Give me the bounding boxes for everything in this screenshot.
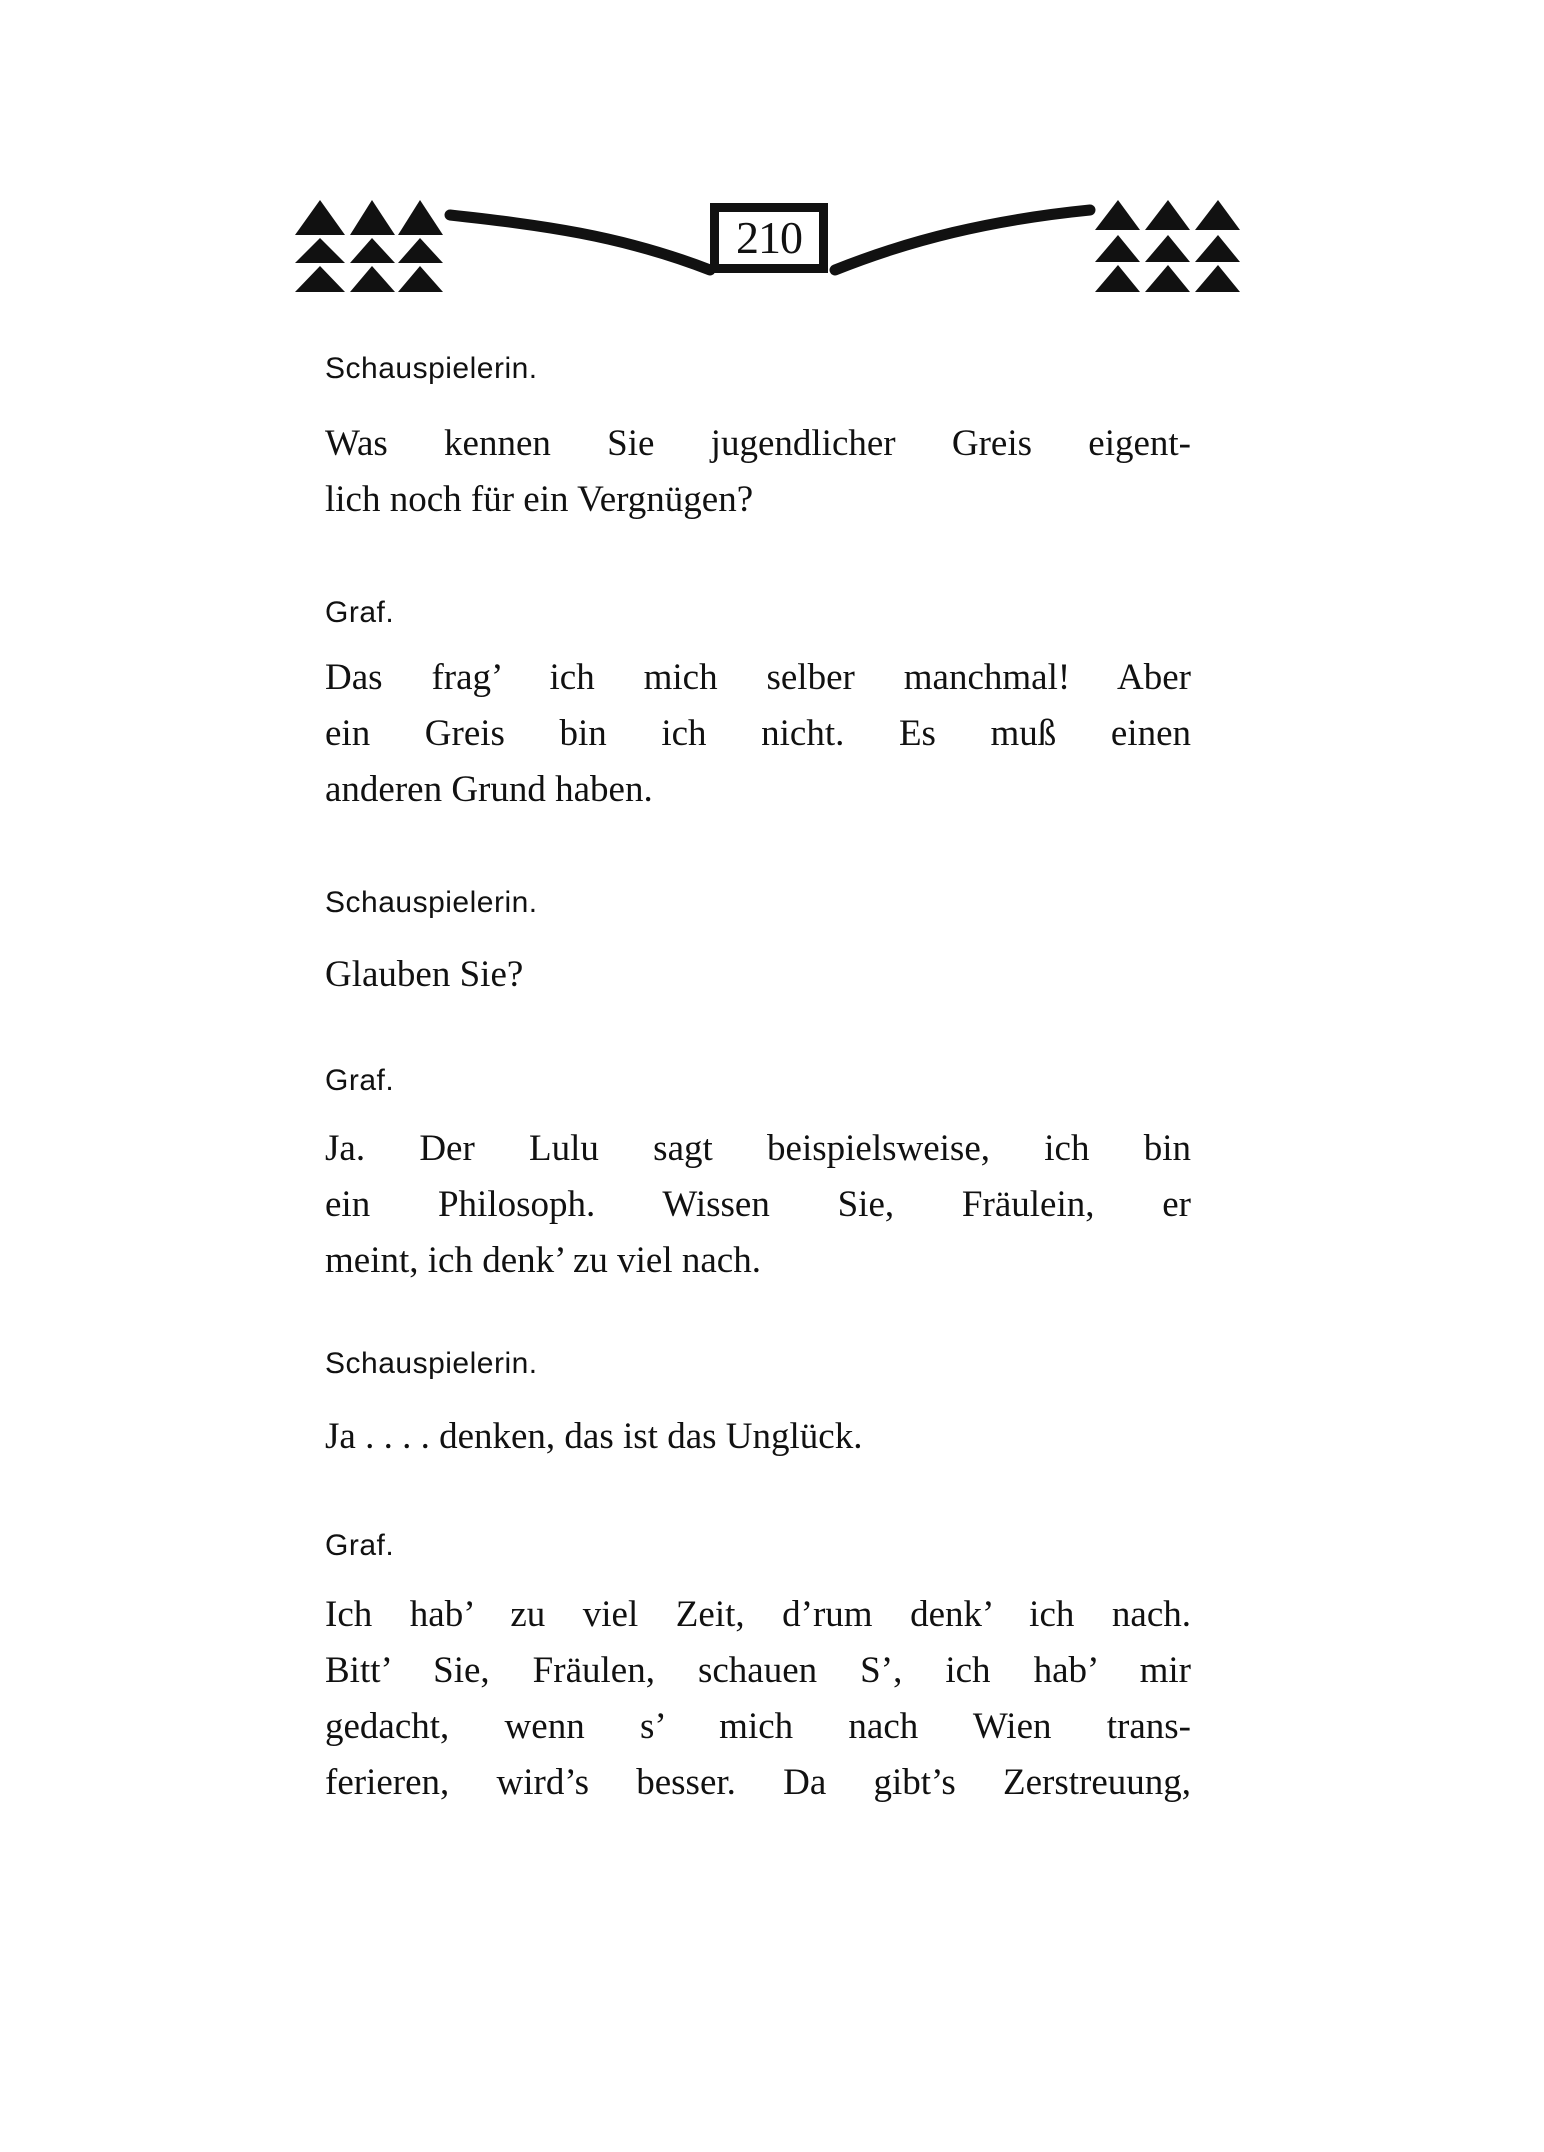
text-line: ein Greis bin ich nicht. Es muß einen [325,713,1191,754]
text-line: anderen Grund haben. [325,769,653,810]
dialogue-text [325,650,1191,818]
speaker-label: Graf. [325,596,395,629]
dialogue-text [325,416,1191,528]
text-line: Ich hab’ zu viel Zeit, d’rum denk’ ich nach. [325,1594,1191,1635]
text-line: Ja. Der Lulu sagt beispielsweise, ich bin [325,1128,1191,1169]
page-header-ornament [290,180,1250,300]
text-line: meint, ich denk’ zu viel nach. [325,1240,761,1281]
text-line: ferieren, wird’s besser. Da gibt’s Zerstreuung, [325,1762,1191,1803]
dialogue-text [325,1121,1191,1289]
dialogue-text [325,947,1191,1003]
text-line: ein Philosoph. Wissen Sie, Fräulein, er [325,1184,1191,1225]
dialogue-text [325,1409,1191,1465]
speaker-label: Schauspielerin. [325,352,538,385]
text-line: lich noch für ein Vergnügen? [325,479,754,520]
text-line: gedacht, wenn s’ mich nach Wien trans- [325,1706,1191,1747]
speaker-label: Schauspielerin. [325,886,538,919]
text-line: Was kennen Sie jugendlicher Greis eigent- [325,423,1191,464]
speaker-label: Schauspielerin. [325,1347,538,1380]
dialogue-text [325,1587,1191,1811]
speaker-label: Graf. [325,1064,395,1097]
text-line: Bitt’ Sie, Fräulen, schauen S’, ich hab’ mir [325,1650,1191,1691]
page-number: 210 [710,203,828,273]
speaker-label: Graf. [325,1529,395,1562]
text-line: Glauben Sie? [325,954,524,995]
text-line: Ja . . . . denken, das ist das Unglück. [325,1416,863,1457]
text-line: Das frag’ ich mich selber manchmal! Aber [325,657,1191,698]
